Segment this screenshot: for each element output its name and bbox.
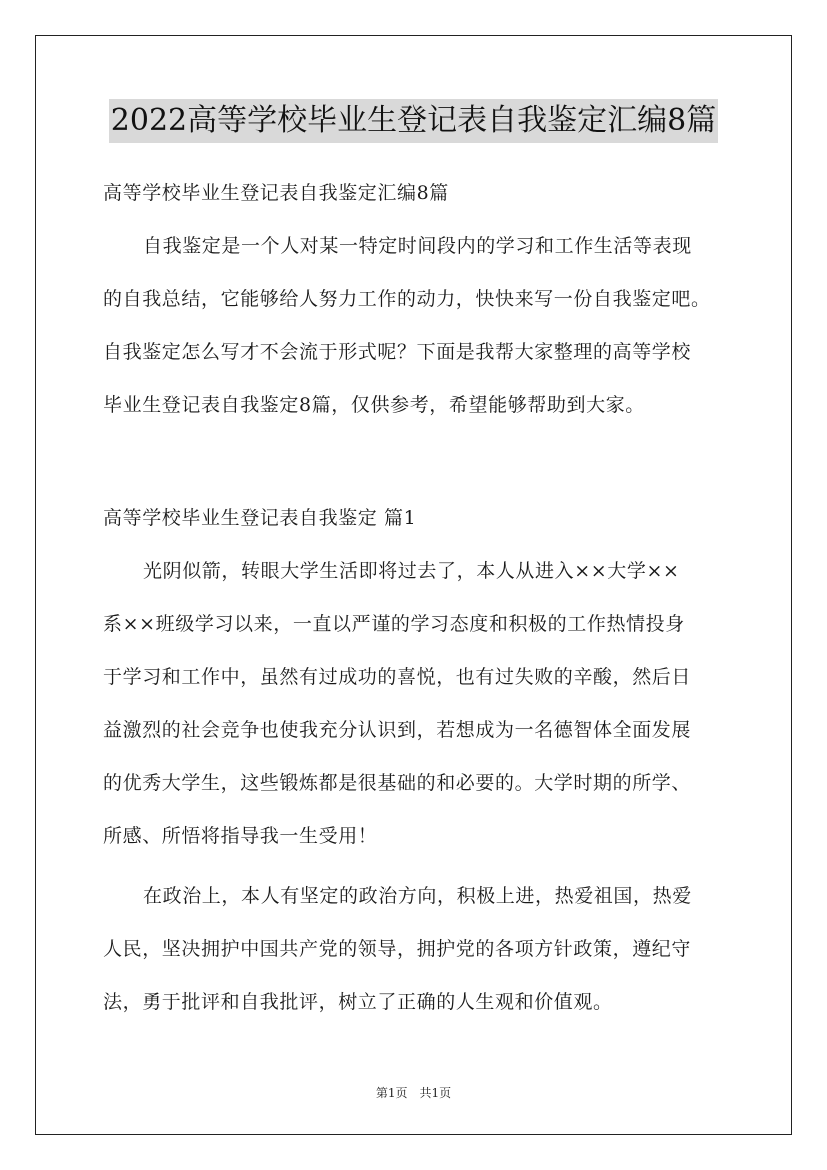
- title-container: [0, 99, 827, 143]
- intro-paragraph: [103, 220, 728, 432]
- paragraph-line: 人民，坚决拥护中国共产党的领导，拥护党的各项方针政策，遵纪守: [103, 938, 692, 960]
- document-title: 2022高等学校毕业生登记表自我鉴定汇编8篇: [109, 99, 718, 143]
- paragraph-line: 的优秀大学生，这些锻炼都是很基础的和必要的。大学时期的所学、: [103, 772, 692, 794]
- section-heading: 高等学校毕业生登记表自我鉴定 篇1: [103, 507, 417, 529]
- paragraph-line: 法，勇于批评和自我批评，树立了正确的人生观和价值观。: [103, 991, 613, 1013]
- paragraph-line: 的自我总结，它能够给人努力工作的动力，快快来写一份自我鉴定吧。: [103, 288, 711, 310]
- paragraph-line: 光阴似箭，转眼大学生活即将过去了，本人从进入××大学××: [143, 560, 680, 582]
- document-subtitle: 高等学校毕业生登记表自我鉴定汇编8篇: [103, 182, 449, 204]
- paragraph-line: 益激烈的社会竞争也使我充分认识到，若想成为一名德智体全面发展: [103, 719, 692, 741]
- page-footer: [0, 1084, 827, 1101]
- paragraph-line: 系××班级学习以来，一直以严谨的学习态度和积极的工作热情投身: [103, 613, 685, 635]
- section1-paragraph1: [103, 545, 728, 863]
- paragraph-line: 于学习和工作中，虽然有过成功的喜悦，也有过失败的辛酸，然后日: [103, 666, 692, 688]
- paragraph-line: 自我鉴定怎么写才不会流于形式呢？下面是我帮大家整理的高等学校: [103, 341, 692, 363]
- section-heading-block: [103, 492, 728, 545]
- subtitle-block: [103, 167, 728, 220]
- paragraph-line: 在政治上，本人有坚定的政治方向，积极上进，热爱祖国，热爱: [143, 885, 692, 907]
- paragraph-line: 自我鉴定是一个人对某一特定时间段内的学习和工作生活等表现: [143, 235, 692, 257]
- paragraph-line: 所感、所悟将指导我一生受用！: [103, 825, 378, 847]
- page-number: 第1页 共1页: [375, 1086, 452, 1100]
- section1-paragraph2: [103, 870, 728, 1029]
- paragraph-line: 毕业生登记表自我鉴定8篇，仅供参考，希望能够帮助到大家。: [103, 394, 645, 416]
